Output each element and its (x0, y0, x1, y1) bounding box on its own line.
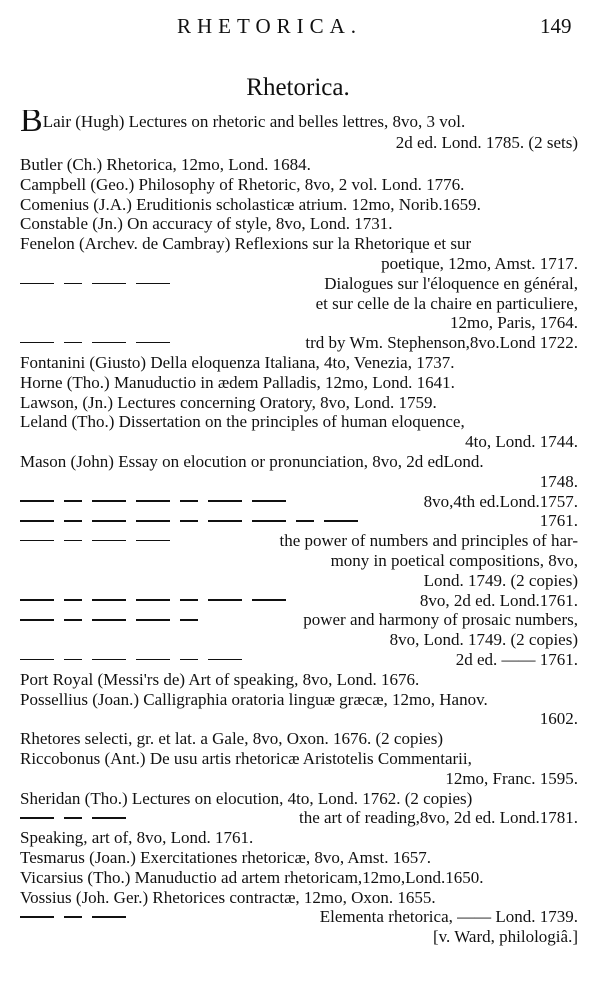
ditto-rule (20, 500, 424, 502)
ditto-dash (20, 619, 54, 621)
ditto-entry-text: the power of numbers and principles of har- (279, 531, 578, 551)
entry-line: Horne (Tho.) Manuductio in ædem Palladis, 12mo, Lond. 1641. (20, 372, 455, 392)
ditto-dash (64, 342, 82, 344)
entry-line: Possellius (Joan.) Calligraphia oratoria linguæ græcæ, 12mo, Hanov. (20, 689, 488, 709)
ditto-dash (20, 916, 54, 918)
ditto-dash (136, 500, 170, 502)
ditto-dash (64, 659, 82, 661)
first-entry-text: Lair (Hugh) Lectures on rhetoric and belles lettres, 8vo, 3 vol. (42, 112, 466, 131)
ditto-dash (92, 817, 126, 819)
ditto-dash (20, 599, 54, 601)
entry-continuation-line: et sur celle de la chaire en particuliere, (315, 293, 578, 313)
ditto-dash (92, 659, 126, 661)
running-title: RHETORICA. (177, 14, 363, 38)
ditto-entry-text: the art of reading,8vo, 2d ed. Lond.1781. (298, 808, 578, 828)
ditto-dash (64, 520, 82, 522)
ditto-dash (252, 520, 286, 522)
ditto-rule (20, 916, 320, 918)
ditto-dash (296, 520, 314, 522)
entry-line: Constable (Jn.) On accuracy of style, 8vo, Lond. 1731. (20, 214, 393, 234)
ditto-entry-text: 2d ed. —— 1761. (455, 650, 578, 669)
ditto-dash (20, 540, 54, 542)
ditto-entry-text: 8vo, 2d ed. Lond.1761. (419, 590, 578, 610)
ditto-dash (180, 659, 198, 661)
ditto-dash (252, 500, 286, 502)
entry-line: Tesmarus (Joan.) Exercitationes rhetoricæ, 8vo, Amst. 1657. (20, 848, 431, 867)
ditto-dash (92, 283, 126, 285)
entry-line: Campbell (Geo.) Philosophy of Rhetoric, 8vo, 2 vol. Lond. 1776. (20, 174, 465, 194)
ditto-rule (20, 342, 305, 344)
ditto-dash (136, 283, 170, 285)
ditto-rule (20, 599, 420, 601)
entry-continuation-line: 1602. (539, 709, 578, 729)
ditto-dash (20, 283, 54, 285)
ditto-dash (136, 619, 170, 621)
ditto-dash (136, 599, 170, 601)
ditto-entry-line (20, 510, 578, 531)
ditto-rule (20, 520, 540, 522)
ditto-dash (92, 916, 126, 918)
first-entry-continuation: 2d ed. Lond. 1785. (2 sets) (395, 133, 578, 152)
ditto-dash (92, 500, 126, 502)
entry-line: Vossius (Joh. Ger.) Rhetorices contractæ, 12mo, Oxon. 1655. (20, 887, 436, 907)
ditto-dash (64, 619, 82, 621)
ditto-dash (20, 817, 54, 819)
ditto-entry-text: Elementa rhetorica, —— Lond. 1739. (319, 907, 578, 927)
ditto-dash (92, 599, 126, 601)
entry-line: Mason (John) Essay on elocution or pronunciation, 8vo, 2d edLond. (20, 452, 484, 471)
entry-line: Speaking, art of, 8vo, Lond. 1761. (20, 828, 254, 848)
ditto-dash (208, 599, 242, 601)
ditto-dash (180, 500, 198, 502)
ditto-dash (92, 520, 126, 522)
ditto-entry-text: trd by Wm. Stephenson,8vo.Lond 1722. (305, 333, 578, 353)
entry-continuation-line: 1748. (539, 471, 578, 491)
ditto-dash (324, 520, 358, 522)
ditto-dash (208, 520, 242, 522)
ditto-dash (64, 540, 82, 542)
entry-continuation-line: [v. Ward, philologiâ.] (433, 927, 578, 947)
ditto-dash (20, 500, 54, 502)
entry-continuation-line: 12mo, Franc. 1595. (445, 768, 578, 788)
ditto-dash (208, 659, 242, 661)
entry-line: Port Royal (Messi'rs de) Art of speaking, 8vo, Lond. 1676. (20, 669, 420, 689)
entry-line: Vicarsius (Tho.) Manuductio ad artem rhetoricam,12mo,Lond.1650. (20, 867, 484, 887)
ditto-entry-text: power and harmony of prosaic numbers, (303, 610, 578, 630)
entry-line: Butler (Ch.) Rhetorica, 12mo, Lond. 1684. (20, 155, 311, 174)
ditto-dash (180, 619, 198, 621)
ditto-dash (20, 342, 54, 344)
ditto-entry-line (20, 649, 578, 670)
ditto-dash (180, 520, 198, 522)
ditto-rule (20, 283, 324, 285)
entry-line: Comenius (J.A.) Eruditionis scholasticæ atrium. 12mo, Norib.1659. (20, 194, 481, 214)
ditto-dash (136, 342, 170, 344)
entry-continuation-line: Lond. 1749. (2 copies) (423, 570, 578, 590)
ditto-rule (20, 540, 280, 542)
running-header (0, 12, 596, 42)
entry-line: Rhetores selecti, gr. et lat. a Gale, 8vo, Oxon. 1676. (2 copies) (20, 729, 443, 749)
entry-line: Riccobonus (Ant.) De usu artis rhetoricæ Aristotelis Commentarii, (20, 749, 472, 768)
ditto-dash (92, 342, 126, 344)
ditto-dash (180, 599, 198, 601)
entry-line: Lawson, (Jn.) Lectures concerning Oratory, 8vo, Lond. 1759. (20, 392, 437, 412)
ditto-dash (136, 540, 170, 542)
section-title: Rhetorica. (246, 74, 350, 101)
entry-continuation-line: 12mo, Paris, 1764. (450, 313, 578, 333)
ditto-rule (20, 817, 299, 819)
ditto-dash (136, 520, 170, 522)
ditto-dash (20, 659, 54, 661)
ditto-rule (20, 659, 456, 661)
ditto-entry-line (20, 273, 578, 294)
ditto-rule (20, 619, 303, 621)
entry-line: Fontanini (Giusto) Della eloquenza Italiana, 4to, Venezia, 1737. (20, 353, 455, 372)
ditto-entry-line (20, 590, 578, 611)
ditto-entry-line (20, 530, 578, 551)
ditto-dash (92, 540, 126, 542)
ditto-entry-text: 1761. (539, 511, 578, 531)
first-entry-line (20, 110, 465, 131)
entry-line: Sheridan (Tho.) Lectures on elocution, 4to, Lond. 1762. (2 copies) (20, 788, 473, 808)
ditto-dash (208, 500, 242, 502)
ditto-dash (64, 283, 82, 285)
entry-line: Fenelon (Archev. de Cambray) Reflexions sur la Rhetorique et sur (20, 234, 472, 254)
ditto-dash (92, 619, 126, 621)
ditto-dash (136, 659, 170, 661)
entry-line: Leland (Tho.) Dissertation on the principles of human eloquence, (20, 412, 465, 432)
ditto-entry-line (20, 491, 578, 512)
ditto-dash (64, 916, 82, 918)
ditto-entry-line (20, 906, 578, 927)
ditto-dash (64, 599, 82, 601)
ditto-dash (20, 520, 54, 522)
entry-continuation-line: mony in poetical compositions, 8vo, (330, 551, 578, 570)
page-number: 149 (540, 14, 572, 38)
ditto-entry-text: Dialogues sur l'éloquence en général, (324, 273, 578, 293)
ditto-dash (64, 817, 82, 819)
entry-continuation-line: poetique, 12mo, Amst. 1717. (381, 254, 578, 273)
ditto-entry-line (20, 807, 578, 828)
drop-initial: B (20, 110, 43, 131)
entry-continuation-line: 4to, Lond. 1744. (465, 432, 578, 452)
ditto-entry-line (20, 609, 578, 630)
ditto-dash (252, 599, 286, 601)
ditto-dash (64, 500, 82, 502)
entry-continuation-line: 8vo, Lond. 1749. (2 copies) (389, 630, 578, 650)
ditto-entry-line (20, 332, 578, 353)
ditto-entry-text: 8vo,4th ed.Lond.1757. (423, 491, 578, 511)
